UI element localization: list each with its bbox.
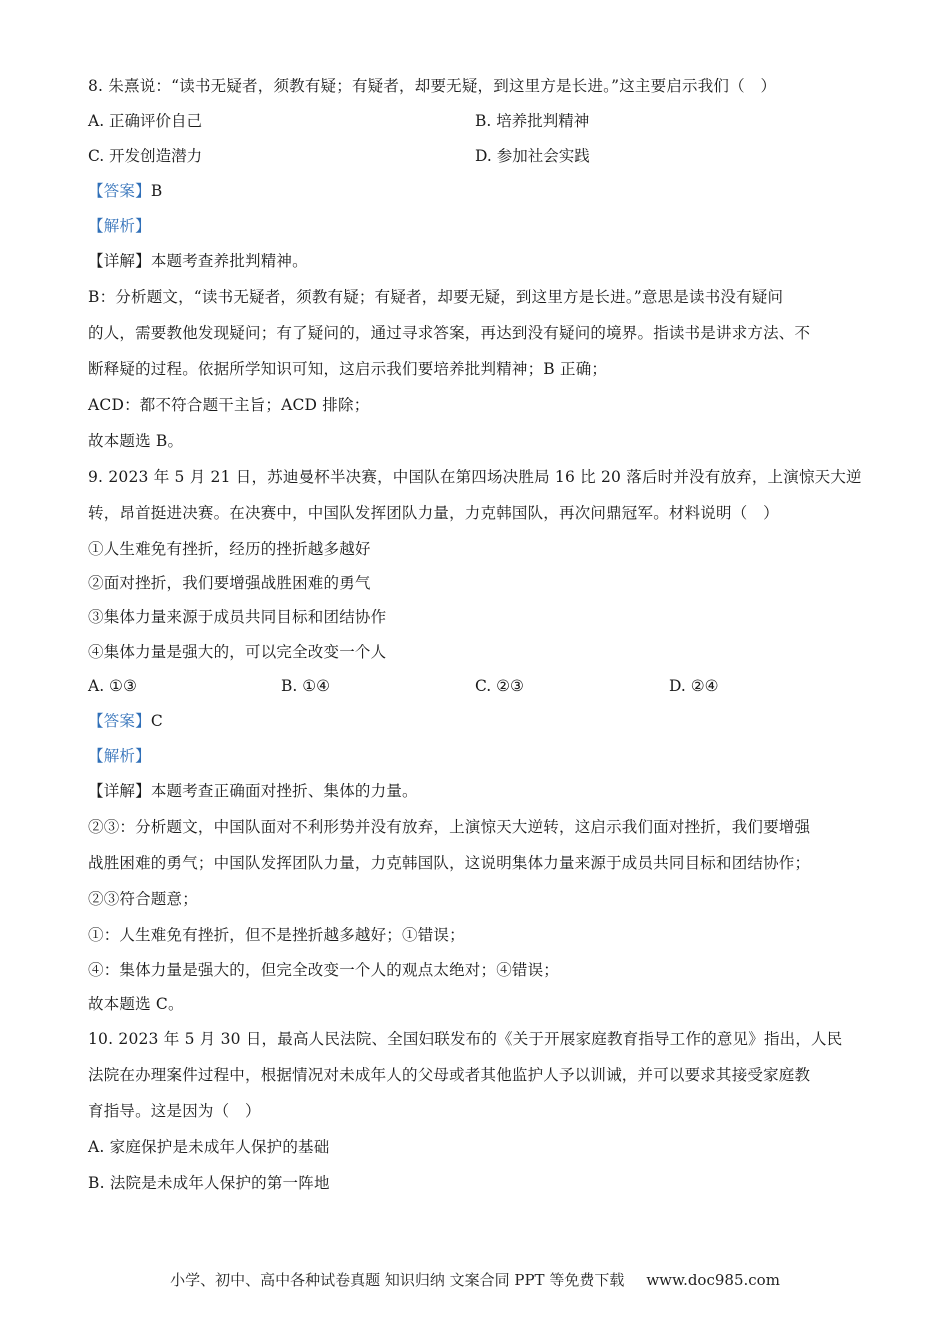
answer-tag: 【答案】 (88, 182, 151, 200)
q8-option-b: B. 培养批判精神 (475, 112, 590, 130)
answer-value: C (150, 712, 163, 730)
q8-option-c: C. 开发创造潜力 (88, 147, 203, 165)
q9-analysis-tag: 【解析】 (88, 747, 151, 765)
q9-explanation-line: ①：人生难免有挫折，但不是挫折越多越好；①错误； (88, 926, 465, 944)
q9-statement-2: ②面对挫折，我们要增强战胜困难的勇气 (88, 574, 371, 592)
detail-text: 本题考查正确面对挫折、集体的力量。 (150, 782, 418, 800)
footer-url: www.doc985.com (646, 1271, 780, 1289)
q9-option-d: D. ②④ (669, 677, 719, 695)
q9-stem-line: 转，昂首挺进决赛。在决赛中，中国队发挥团队力量，力克韩国队，再次问鼎冠军。材料说明（ ） (88, 504, 779, 522)
q9-explanation-line: ④：集体力量是强大的，但完全改变一个人的观点太绝对；④错误； (88, 961, 560, 979)
q9-statement-4: ④集体力量是强大的，可以完全改变一个人 (88, 643, 387, 661)
q9-option-b: B. ①④ (281, 677, 331, 695)
q10-stem-line: 10. 2023 年 5 月 30 日，最高人民法院、全国妇联发布的《关于开展家庭教育指导工作的意见》指出，人民 (88, 1030, 843, 1048)
q9-stem-line: 9. 2023 年 5 月 21 日，苏迪曼杯半决赛，中国队在第四场决胜局 16 比 20 落后时并没有放弃，上演惊天大逆 (88, 468, 862, 486)
q9-option-a: A. ①③ (88, 677, 137, 695)
q9-statement-1: ①人生难免有挫折，经历的挫折越多越好 (88, 540, 371, 558)
answer-value: B (150, 182, 163, 200)
answer-tag: 【答案】 (88, 712, 151, 730)
q8-explanation-line: B：分析题文，“读书无疑者，须教有疑；有疑者，却要无疑，到这里方是长进。”意思是读书没有疑问 (88, 288, 784, 306)
q8-answer (88, 179, 868, 203)
q10-option-a: A. 家庭保护是未成年人保护的基础 (88, 1138, 330, 1156)
q8-stem: 8. 朱熹说：“读书无疑者，须教有疑；有疑者，却要无疑，到这里方是长进。”这主要启示我们（ ） (88, 77, 777, 95)
q8-conclusion: 故本题选 B。 (88, 432, 184, 450)
q8-explanation-line: 的人，需要教他发现疑问；有了疑问的，通过寻求答案，再达到没有疑问的境界。指读书是讲求方法、不 (88, 324, 811, 342)
q8-option-d: D. 参加社会实践 (475, 147, 590, 165)
q10-stem-line: 法院在办理案件过程中，根据情况对未成年人的父母或者其他监护人予以训诫，并可以要求其接受家庭教 (88, 1066, 811, 1084)
detail-tag: 【详解】 (88, 782, 151, 800)
footer-text: 小学、初中、高中各种试卷真题 知识归纳 文案合同 PPT 等免费下载 (170, 1271, 625, 1289)
q9-detail (88, 779, 868, 803)
q9-statement-3: ③集体力量来源于成员共同目标和团结协作 (88, 608, 387, 626)
q9-option-c: C. ②③ (475, 677, 524, 695)
q9-answer (88, 709, 868, 733)
detail-tag: 【详解】 (88, 252, 151, 270)
page-footer (0, 1268, 950, 1292)
q9-explanation-line: ②③：分析题文，中国队面对不利形势并没有放弃，上演惊天大逆转，这启示我们面对挫折，我们要增强 (88, 818, 811, 836)
q8-explanation-line: 断释疑的过程。依据所学知识可知，这启示我们要培养批判精神；B 正确； (88, 360, 608, 378)
q9-explanation-line: ②③符合题意； (88, 890, 198, 908)
q8-analysis-tag: 【解析】 (88, 217, 151, 235)
q8-detail (88, 249, 868, 273)
detail-text: 本题考查养批判精神。 (150, 252, 308, 270)
q10-stem-line: 育指导。这是因为（ ） (88, 1102, 261, 1120)
q8-option-a: A. 正确评价自己 (88, 112, 203, 130)
q9-conclusion: 故本题选 C。 (88, 995, 184, 1013)
q10-option-b: B. 法院是未成年人保护的第一阵地 (88, 1174, 330, 1192)
q8-explanation-line: ACD：都不符合题干主旨；ACD 排除； (88, 396, 370, 414)
q9-explanation-line: 战胜困难的勇气；中国队发挥团队力量，力克韩国队，这说明集体力量来源于成员共同目标和团结协作； (88, 854, 811, 872)
